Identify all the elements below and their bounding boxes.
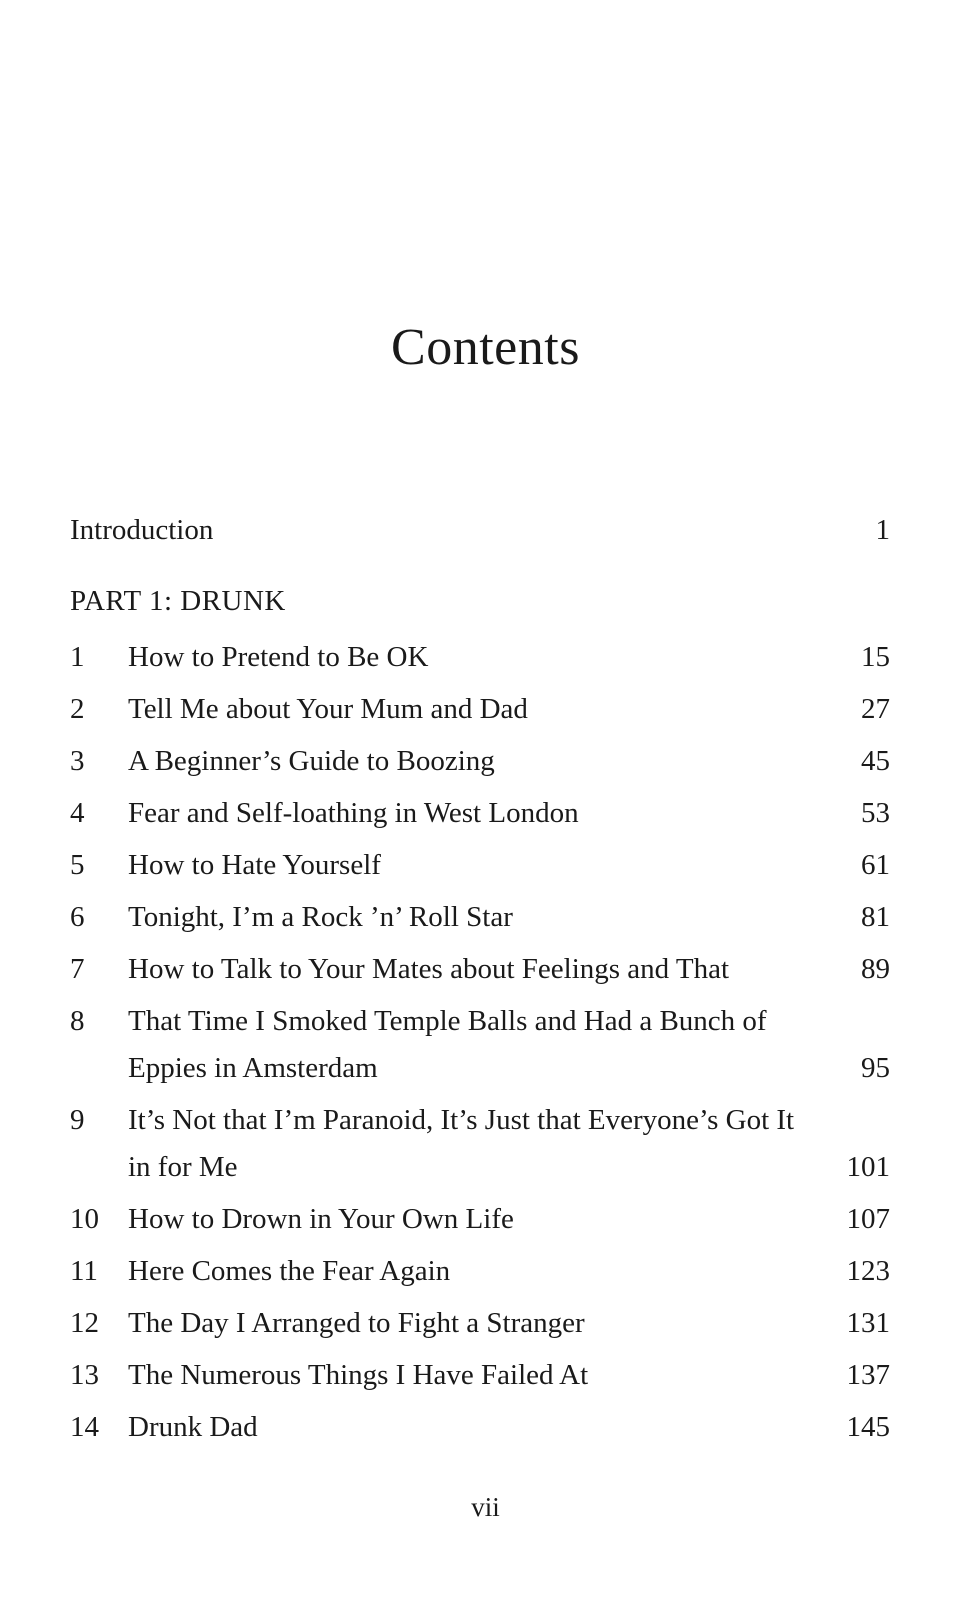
chapter-title: The Day I Arranged to Fight a Stranger xyxy=(128,1307,585,1339)
chapter-number: 6 xyxy=(70,901,85,933)
chapter-number: 11 xyxy=(70,1255,98,1287)
toc-entry xyxy=(70,1352,890,1399)
chapter-title: How to Talk to Your Mates about Feelings and That xyxy=(128,953,730,985)
toc-introduction xyxy=(70,514,890,554)
toc-entry xyxy=(70,1404,890,1451)
chapter-page: 145 xyxy=(846,1411,890,1443)
toc-entry xyxy=(70,1300,890,1347)
part-heading: PART 1: DRUNK xyxy=(70,585,286,617)
chapter-number: 3 xyxy=(70,745,85,777)
chapter-title: Tell Me about Your Mum and Dad xyxy=(128,693,528,725)
introduction-page: 1 xyxy=(875,514,890,546)
toc-entry xyxy=(70,894,890,941)
chapter-title: It’s Not that I’m Paranoid, It’s Just that Everyone’s Got It in for Me xyxy=(128,1104,795,1183)
page-title: Contents xyxy=(391,319,580,376)
toc-entry xyxy=(70,1097,890,1191)
chapter-title: Tonight, I’m a Rock ’n’ Roll Star xyxy=(128,901,513,933)
toc-chapter-list xyxy=(70,634,890,1451)
toc-entry xyxy=(70,1196,890,1243)
chapter-title: Drunk Dad xyxy=(128,1411,258,1443)
toc-entry xyxy=(70,946,890,993)
toc-entry xyxy=(70,790,890,837)
toc-entry xyxy=(70,686,890,733)
chapter-page: 81 xyxy=(861,901,890,933)
chapter-number: 1 xyxy=(70,641,85,673)
chapter-number: 9 xyxy=(70,1104,85,1136)
toc-entry xyxy=(70,998,890,1092)
chapter-number: 4 xyxy=(70,797,85,829)
chapter-number: 5 xyxy=(70,849,85,881)
page-number: vii xyxy=(471,1492,500,1522)
chapter-page: 123 xyxy=(846,1255,890,1287)
chapter-number: 2 xyxy=(70,693,85,725)
chapter-title: That Time I Smoked Temple Balls and Had a Bunch of Eppies in Amsterdam xyxy=(128,1005,767,1084)
chapter-page: 101 xyxy=(846,1151,890,1183)
toc-entry xyxy=(70,1248,890,1295)
chapter-page: 45 xyxy=(861,745,890,777)
chapter-title: How to Hate Yourself xyxy=(128,849,381,881)
chapter-title: How to Pretend to Be OK xyxy=(128,641,429,673)
chapter-number: 14 xyxy=(70,1411,99,1443)
toc-entry xyxy=(70,634,890,681)
chapter-page: 27 xyxy=(861,693,890,725)
chapter-number: 8 xyxy=(70,1005,85,1037)
chapter-number: 13 xyxy=(70,1359,99,1391)
chapter-page: 137 xyxy=(846,1359,890,1391)
chapter-title: A Beginner’s Guide to Boozing xyxy=(128,745,495,777)
chapter-title: The Numerous Things I Have Failed At xyxy=(128,1359,589,1391)
chapter-number: 10 xyxy=(70,1203,99,1235)
chapter-page: 15 xyxy=(861,641,890,673)
chapter-title: How to Drown in Your Own Life xyxy=(128,1203,514,1235)
chapter-page: 53 xyxy=(861,797,890,829)
chapter-title: Fear and Self-loathing in West London xyxy=(128,797,579,829)
toc-entry xyxy=(70,842,890,889)
chapter-page: 95 xyxy=(861,1052,890,1084)
chapter-number: 7 xyxy=(70,953,85,985)
chapter-number: 12 xyxy=(70,1307,99,1339)
chapter-title: Here Comes the Fear Again xyxy=(128,1255,451,1287)
chapter-page: 107 xyxy=(846,1203,890,1235)
introduction-label: Introduction xyxy=(70,514,214,546)
chapter-page: 131 xyxy=(846,1307,890,1339)
toc-entry xyxy=(70,738,890,785)
chapter-page: 89 xyxy=(861,953,890,985)
chapter-page: 61 xyxy=(861,849,890,881)
